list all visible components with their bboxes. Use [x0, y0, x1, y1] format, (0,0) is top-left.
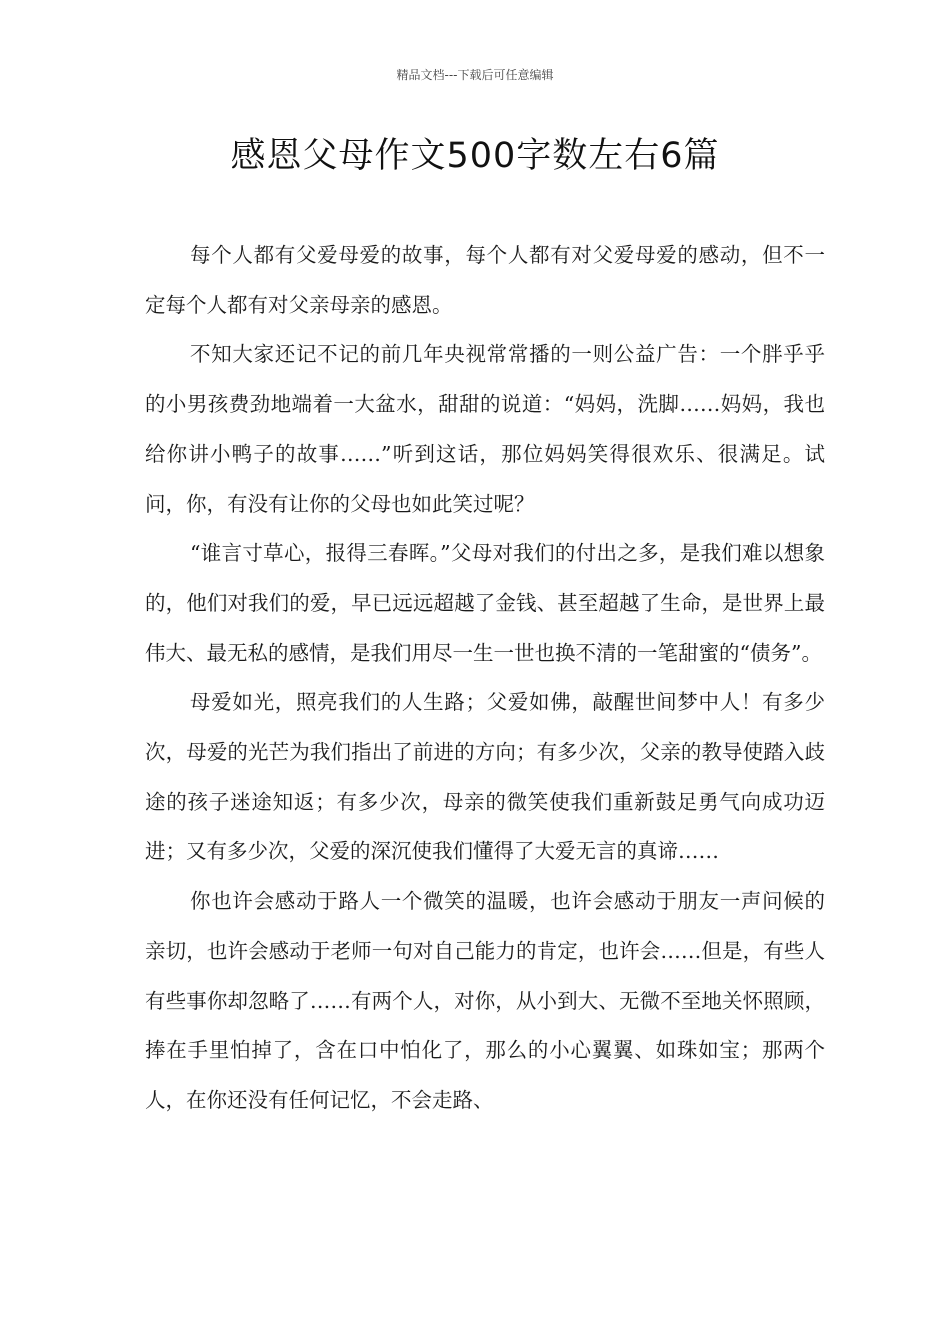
paragraph-4: 母爱如光，照亮我们的人生路；父爱如佛，敲醒世间梦中人！有多少次，母爱的光芒为我们指出了前进的方向；有多少次，父亲的教导使踏入歧途的孩子迷途知返；有多少次，母亲的微笑使我们重新鼓足勇气向成功迈进；又有多少次，父爱的深沉使我们懂得了大爱无言的真谛……: [145, 690, 825, 864]
paragraph-1: 每个人都有父爱母爱的故事，每个人都有对父爱母爱的感动，但不一定每个人都有对父亲母亲的感恩。: [145, 243, 825, 317]
paragraph-2: 不知大家还记不记的前几年央视常常播的一则公益广告：一个胖乎乎的小男孩费劲地端着一大盆水，甜甜的说道：“妈妈，洗脚……妈妈，我也给你讲小鸭子的故事……”听到这话，那位妈妈笑得很欢乐、很满足。试问，你，有没有让你的父母也如此笑过呢？: [145, 342, 825, 516]
document-body: [145, 231, 825, 1126]
paragraph-5: 你也许会感动于路人一个微笑的温暖，也许会感动于朋友一声问候的亲切，也许会感动于老师一句对自己能力的肯定，也许会……但是，有些人有些事你却忽略了……有两个人，对你，从小到大、无微不至地关怀照顾，捧在手里怕掉了，含在口中怕化了，那么的小心翼翼、如珠如宝；那两个人，在你还没有任何记忆，不会走路、: [145, 889, 825, 1112]
paragraph-3: “谁言寸草心，报得三春晖。”父母对我们的付出之多，是我们难以想象的，他们对我们的爱，早已远远超越了金钱、甚至超越了生命，是世界上最伟大、最无私的感情，是我们用尽一生一世也换不清的一笔甜蜜的“债务”。: [145, 541, 825, 665]
document-title: 感恩父母作文500字数左右6篇: [230, 136, 720, 176]
header-note: 精品文档---下载后可任意编辑: [396, 68, 554, 82]
